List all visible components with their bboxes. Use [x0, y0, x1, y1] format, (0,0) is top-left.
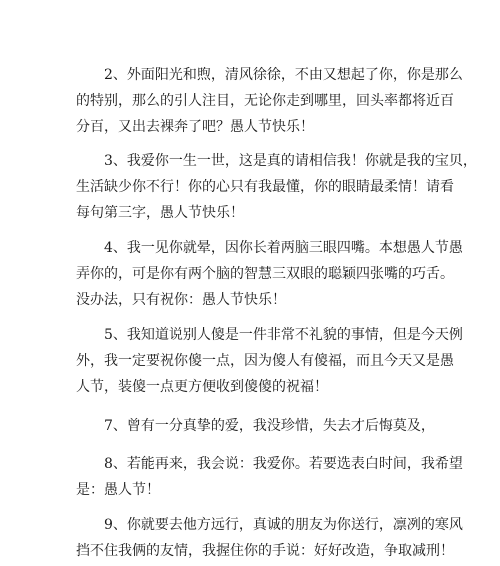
paragraph-9 [76, 512, 463, 564]
text-line: 弄你的，可是你有两个脑的智慧三双眼的聪颖四张嘴的巧舌。 [76, 266, 454, 282]
paragraph-8 [76, 451, 463, 503]
text-line: 的特别，那么的引人注目，无论你走到哪里，回头率都将近百 [76, 93, 454, 109]
paragraph-4 [76, 235, 463, 313]
text-line: 5、我知道说别人傻是一件非常不礼貌的事情，但是今天例 [104, 327, 463, 343]
text-line: 3、我爱你一生一世，这是真的请相信我！你就是我的宝贝， [104, 153, 477, 169]
paragraph-5 [76, 322, 463, 400]
text-line: 7、曾有一分真挚的爱，我没珍惜，失去才后悔莫及， [104, 418, 435, 434]
text-line: 9、你就要去他方远行，真诚的朋友为你送行，凛冽的寒风 [104, 517, 463, 533]
text-line: 是：愚人节！ [76, 482, 160, 498]
text-line: 4、我一见你就晕，因你长着两脑三眼四嘴。本想愚人节愚 [104, 240, 463, 256]
paragraph-2 [76, 62, 463, 140]
text-line: 外，我一定要祝你傻一点，因为傻人有傻福，而且今天又是愚 [76, 353, 454, 369]
text-line: 每句第三字，愚人节快乐！ [76, 205, 244, 221]
text-line: 2、外面阳光和煦，清风徐徐，不由又想起了你，你是那么 [104, 67, 463, 83]
text-line: 没办法，只有祝你：愚人节快乐！ [76, 292, 286, 308]
paragraph-3 [76, 148, 477, 226]
text-line: 8、若能再来，我会说：我爱你。若要选表白时间，我希望 [104, 456, 463, 472]
text-line: 挡不住我俩的友情，我握住你的手说：好好改造，争取减刑！ [76, 543, 454, 559]
paragraph-7 [76, 413, 435, 439]
text-line: 分百，又出去裸奔了吧？愚人节快乐！ [76, 119, 314, 135]
text-line: 生活缺少你不行！你的心只有我最懂，你的眼睛最柔情！请看 [76, 179, 454, 195]
text-line: 人节，装傻一点更方便收到傻傻的祝福！ [76, 379, 328, 395]
